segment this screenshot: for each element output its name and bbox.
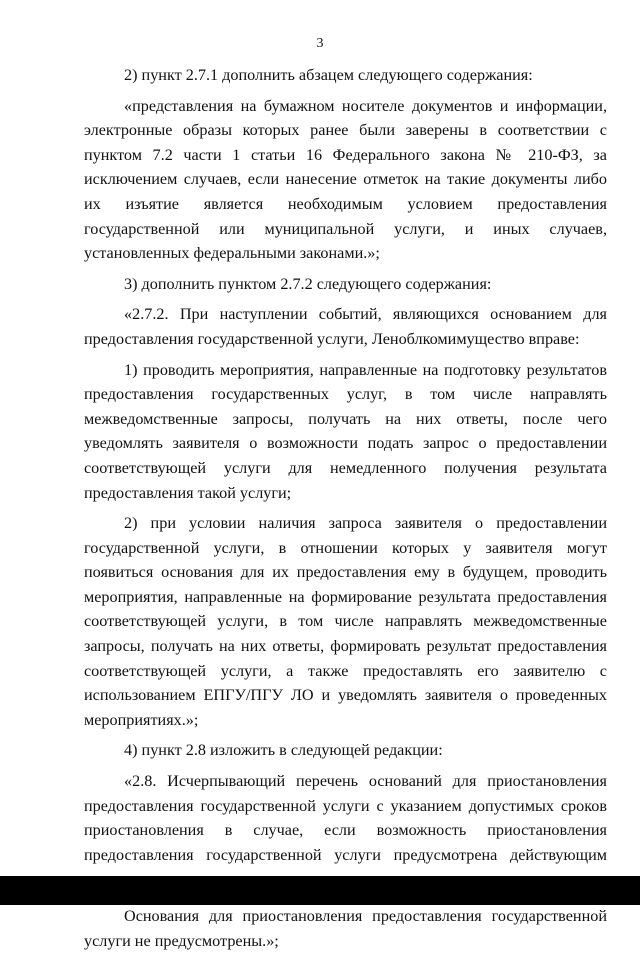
paragraph-subitem-2: 2) при условии наличия запроса заявителя о предоставлении государственной услуги, в отношении которых у заявителя могут появиться основания для их предоставления ему в будущем, проводить мероприятия, направленные на формирование результата предоставления соответствующей услуги, в том числе направлять межведомственные запросы, получать на них ответы, формировать результат предоставления соответствующей услуги, а также предоставлять его заявителю с использованием ЕПГУ/ПГУ ЛО и уведомлять заявителя о проведенных мероприятиях.»; — [84, 514, 607, 729]
document-body — [84, 63, 607, 953]
scan-bottom-border — [0, 876, 640, 905]
page-number: 3 — [316, 36, 324, 51]
paragraph-item-4: 4) пункт 2.8 изложить в следующей редакции: — [124, 741, 443, 760]
paragraph-item-2: 2) пункт 2.7.1 дополнить абзацем следующего содержания: — [124, 66, 533, 84]
paragraph-subitem-1: 1) проводить мероприятия, направленные на подготовку результатов предоставления государственных услуг, в том числе направлять межведомственные запросы, получать на них ответы, после чего уведомлять заявителя о возможности подать запрос о предоставлении соответствующей услуги для немедленного получения результата предоставления такой услуги; — [84, 360, 607, 502]
paragraph-clause-2-7-2: «2.7.2. При наступлении событий, являющихся основанием для предоставления государственной услуги, Леноблкомимущество вправе: — [84, 305, 607, 348]
paragraph-quote-representation: «представления на бумажном носителе документов и информации, электронные образы которых ранее были заверены в соответствии с пунктом 7.2 части 1 статьи 16 Федерального закона № 210-ФЗ, за исключением случаев, если нанесение отметок на такие документы либо их изъятие является необходимым условием предоставления государственной или муниципальной услуги, и иных случаев, установленных федеральными законами.»; — [84, 96, 607, 263]
paragraph-item-3: 3) дополнить пунктом 2.7.2 следующего содержания: — [124, 274, 492, 293]
paragraph-clause-2-8: «2.8. Исчерпывающий перечень оснований для приостановления предоставления государственной услуги с указанием допустимых сроков приостановления в случае, если возможность приостановления предоставления государственной услуги предусмотрена действующим — [84, 772, 607, 864]
paragraph-grounds-suspension: Основания для приостановления предоставления государственной услуги не предусмотрены.»; — [84, 907, 607, 950]
